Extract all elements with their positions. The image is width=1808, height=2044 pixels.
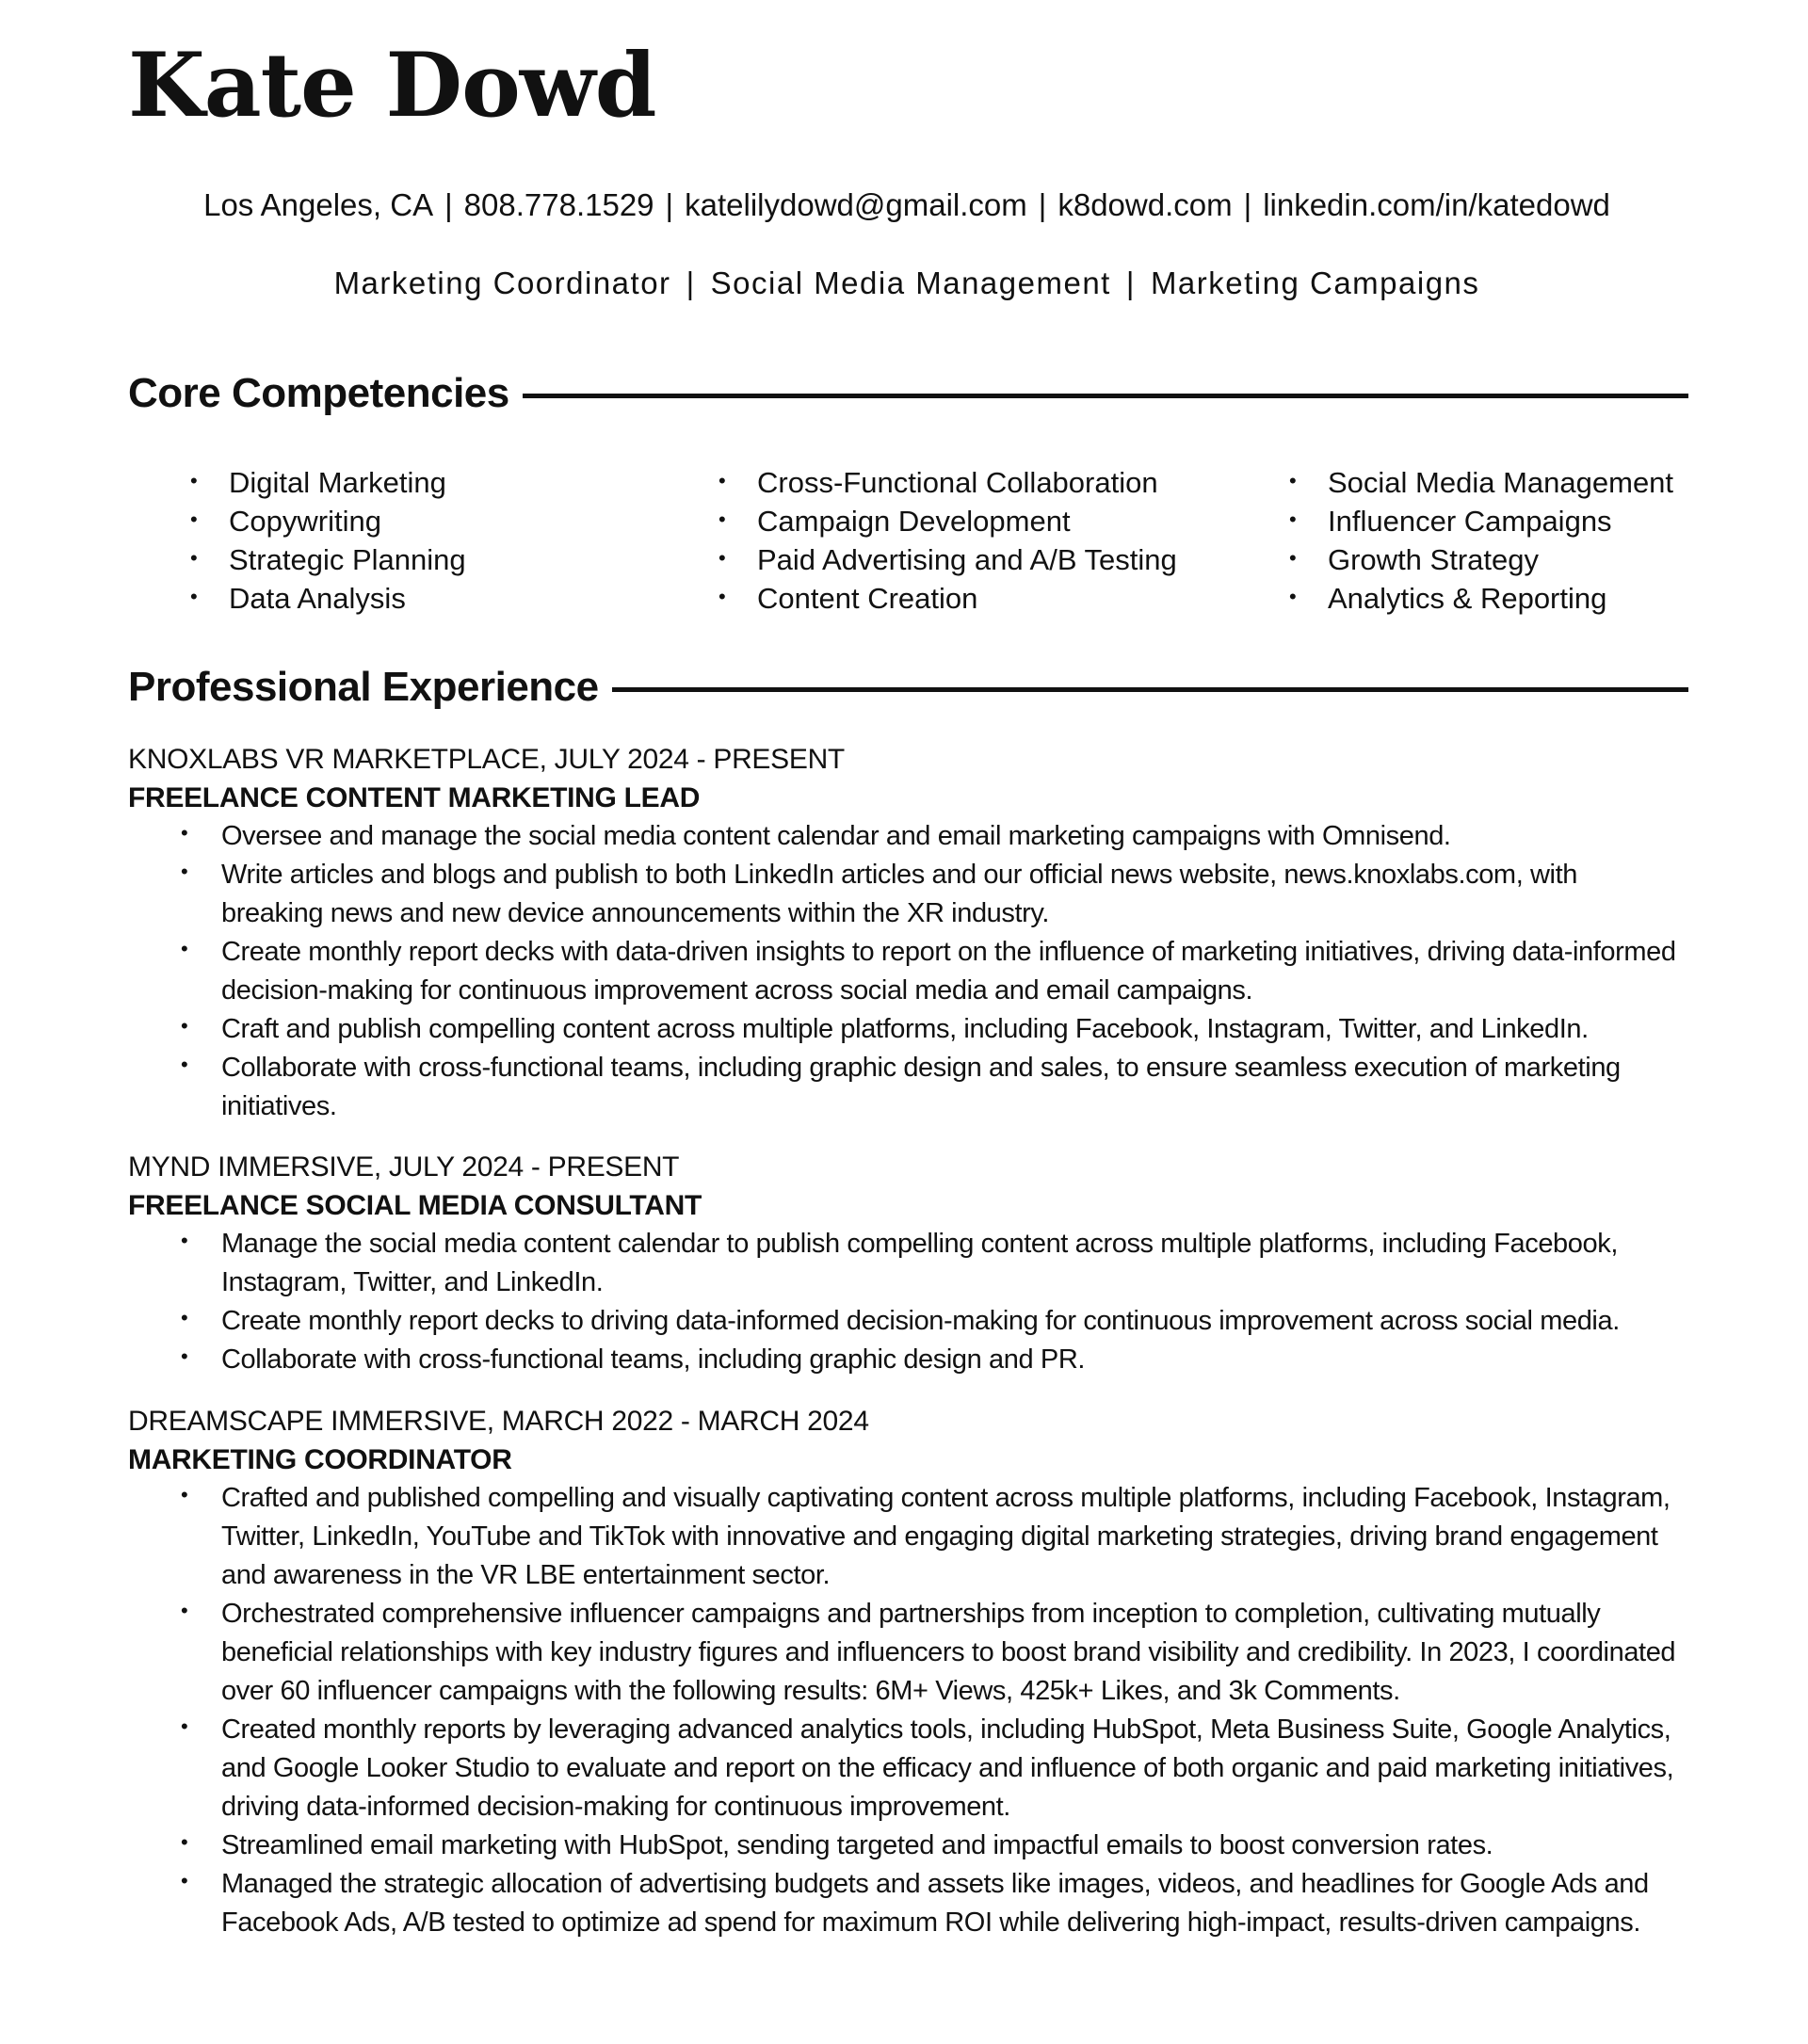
contact-separator: | (665, 187, 674, 222)
job-title: FREELANCE CONTENT MARKETING LEAD (128, 782, 701, 813)
bullet-icon: • (181, 821, 188, 845)
job-bullet (128, 856, 1686, 933)
job-company: KNOXLABS VR MARKETPLACE, JULY 2024 - PRESENT (128, 744, 845, 775)
job-bullet-text: Collaborate with cross-functional teams, including graphic design and sales, to ensure seamless execution of marketing initiatives. (221, 1053, 1621, 1121)
job-bullet-text: Managed the strategic allocation of advertising budgets and assets like images, videos, and headlines for Google Ads and Facebook Ads, A/B tested to optimize ad spend for maximum ROI while delivering high-impact, results-driven campaigns. (221, 1869, 1649, 1938)
job-bullet-text: Manage the social media content calendar to publish compelling content across multiple platforms, including Facebook, Instagram, Twitter, and LinkedIn. (221, 1229, 1618, 1297)
competency-label: Paid Advertising and A/B Testing (757, 543, 1177, 576)
competency-label: Influencer Campaigns (1328, 505, 1612, 538)
bullet-icon: • (181, 1599, 188, 1622)
job-bullet-text: Streamlined email marketing with HubSpot, sending targeted and impactful emails to boost conversion rates. (221, 1830, 1493, 1860)
contact-separator: | (1038, 187, 1047, 222)
competency-item (1289, 502, 1673, 540)
competencies-grid (128, 463, 1686, 623)
bullet-icon: • (181, 860, 188, 883)
competency-item (718, 540, 1177, 579)
section-rule (523, 394, 1688, 398)
job-bullet-text: Orchestrated comprehensive influencer campaigns and partnerships from inception to completion, cultivating mutually beneficial relationships with key industry figures and influencers to boost brand visibility and credibility. In 2023, I coordinated over 60 influencer campaigns with the following results: 6M+ Views, 425k+ Likes, and 3k Comments. (221, 1599, 1676, 1706)
job-bullet (128, 1302, 1686, 1341)
job-bullet-text: Craft and publish compelling content across multiple platforms, including Facebook, Instagram, Twitter, and LinkedIn. (221, 1014, 1589, 1044)
competency-item (190, 579, 466, 618)
job-bullet (128, 933, 1686, 1010)
job-bullet-text: Collaborate with cross-functional teams, including graphic design and PR. (221, 1344, 1086, 1375)
job-bullets (128, 817, 1686, 1126)
competency-label: Strategic Planning (229, 543, 466, 576)
bullet-icon: • (181, 1014, 188, 1038)
job-bullets (128, 1225, 1686, 1379)
job-bullet (128, 817, 1686, 856)
tagline (128, 265, 1686, 302)
competency-item (718, 502, 1177, 540)
bullet-icon: • (718, 469, 726, 492)
bullet-icon: • (190, 546, 198, 570)
job-title: FREELANCE SOCIAL MEDIA CONSULTANT (128, 1190, 702, 1221)
job-title: MARKETING COORDINATOR (128, 1444, 512, 1475)
job-bullet-text: Create monthly report decks to driving data-informed decision-making for continuous improvement across social media. (221, 1306, 1620, 1336)
contact-linkedin[interactable]: linkedin.com/in/katedowd (1263, 187, 1610, 222)
competency-column (1289, 463, 1673, 618)
contact-phone: 808.778.1529 (463, 187, 654, 222)
core-competencies-heading (128, 370, 1688, 416)
competency-column (718, 463, 1177, 618)
tagline-item: Social Media Management (710, 266, 1111, 300)
competency-item (1289, 540, 1673, 579)
job-bullet (128, 1865, 1686, 1942)
bullet-icon: • (1289, 469, 1297, 492)
bullet-icon: • (181, 1830, 188, 1854)
competency-item (190, 540, 466, 579)
competency-item (718, 579, 1177, 618)
contact-website[interactable]: k8dowd.com (1057, 187, 1233, 222)
section-rule (612, 687, 1688, 692)
competency-label: Copywriting (229, 505, 381, 538)
bullet-icon: • (1289, 507, 1297, 531)
bullet-icon: • (1289, 546, 1297, 570)
bullet-icon: • (181, 1229, 188, 1252)
professional-experience-heading (128, 664, 1688, 710)
bullet-icon: • (190, 507, 198, 531)
competency-item (190, 463, 466, 502)
job-bullet (128, 1010, 1686, 1049)
bullet-icon: • (190, 585, 198, 608)
job-bullet-text: Write articles and blogs and publish to both LinkedIn articles and our official news website, news.knoxlabs.com, with breaking news and new device announcements within the XR industry. (221, 860, 1577, 928)
job-bullet-text: Created monthly reports by leveraging advanced analytics tools, including HubSpot, Meta Business Suite, Google Analytics, and Google Looker Studio to evaluate and report on the efficacy and influence of both organic and paid marketing initiatives, driving data-informed decision-making for continuous improvement. (221, 1714, 1674, 1822)
competency-column (190, 463, 466, 618)
job-entry-dreamscape (128, 1402, 1686, 1942)
competency-label: Cross-Functional Collaboration (757, 466, 1158, 499)
section-title: Core Competencies (128, 370, 509, 416)
contact-line (128, 186, 1686, 224)
job-bullet-text: Create monthly report decks with data-driven insights to report on the influence of marketing initiatives, driving data-informed decision-making for continuous improvement across social media and email campaigns. (221, 937, 1676, 1006)
job-bullet-text: Crafted and published compelling and visually captivating content across multiple platforms, including Facebook, Instagram, Twitter, LinkedIn, YouTube and TikTok with innovative and engaging digital marketing strategies, driving brand engagement and awareness in the VR LBE entertainment sector. (221, 1483, 1671, 1590)
job-bullet (128, 1827, 1686, 1865)
tagline-separator: | (1125, 266, 1136, 300)
competency-label: Analytics & Reporting (1328, 582, 1607, 615)
job-company: DREAMSCAPE IMMERSIVE, MARCH 2022 - MARCH 2024 (128, 1406, 869, 1437)
job-bullet-text: Oversee and manage the social media content calendar and email marketing campaigns with Omnisend. (221, 821, 1451, 851)
tagline-item: Marketing Campaigns (1150, 266, 1480, 300)
job-bullet (128, 1711, 1686, 1827)
job-bullet (128, 1341, 1686, 1379)
job-entry-knoxlabs (128, 740, 1686, 1126)
contact-email[interactable]: katelilydowd@gmail.com (685, 187, 1027, 222)
competency-item (718, 463, 1177, 502)
section-title: Professional Experience (128, 664, 599, 710)
competency-item (1289, 463, 1673, 502)
competency-label: Campaign Development (757, 505, 1071, 538)
competency-item (190, 502, 466, 540)
job-company: MYND IMMERSIVE, JULY 2024 - PRESENT (128, 1151, 680, 1183)
job-bullet (128, 1479, 1686, 1595)
competency-label: Digital Marketing (229, 466, 446, 499)
bullet-icon: • (181, 1714, 188, 1738)
candidate-name: Kate Dowd (128, 34, 656, 137)
contact-separator: | (1243, 187, 1252, 222)
bullet-icon: • (181, 1483, 188, 1506)
job-bullets (128, 1479, 1686, 1942)
competency-label: Social Media Management (1328, 466, 1674, 499)
tagline-separator: | (686, 266, 696, 300)
competency-label: Growth Strategy (1328, 543, 1539, 576)
tagline-item: Marketing Coordinator (333, 266, 671, 300)
competency-item (1289, 579, 1673, 618)
contact-location: Los Angeles, CA (203, 187, 434, 222)
job-bullet (128, 1595, 1686, 1711)
bullet-icon: • (181, 1344, 188, 1368)
job-bullet (128, 1049, 1686, 1126)
contact-separator: | (444, 187, 453, 222)
competency-label: Data Analysis (229, 582, 406, 615)
bullet-icon: • (718, 585, 726, 608)
job-entry-mynd (128, 1148, 1686, 1379)
job-bullet (128, 1225, 1686, 1302)
bullet-icon: • (181, 937, 188, 960)
competency-label: Content Creation (757, 582, 978, 615)
bullet-icon: • (181, 1306, 188, 1329)
bullet-icon: • (1289, 585, 1297, 608)
bullet-icon: • (718, 507, 726, 531)
bullet-icon: • (181, 1869, 188, 1892)
bullet-icon: • (181, 1053, 188, 1076)
bullet-icon: • (718, 546, 726, 570)
bullet-icon: • (190, 469, 198, 492)
